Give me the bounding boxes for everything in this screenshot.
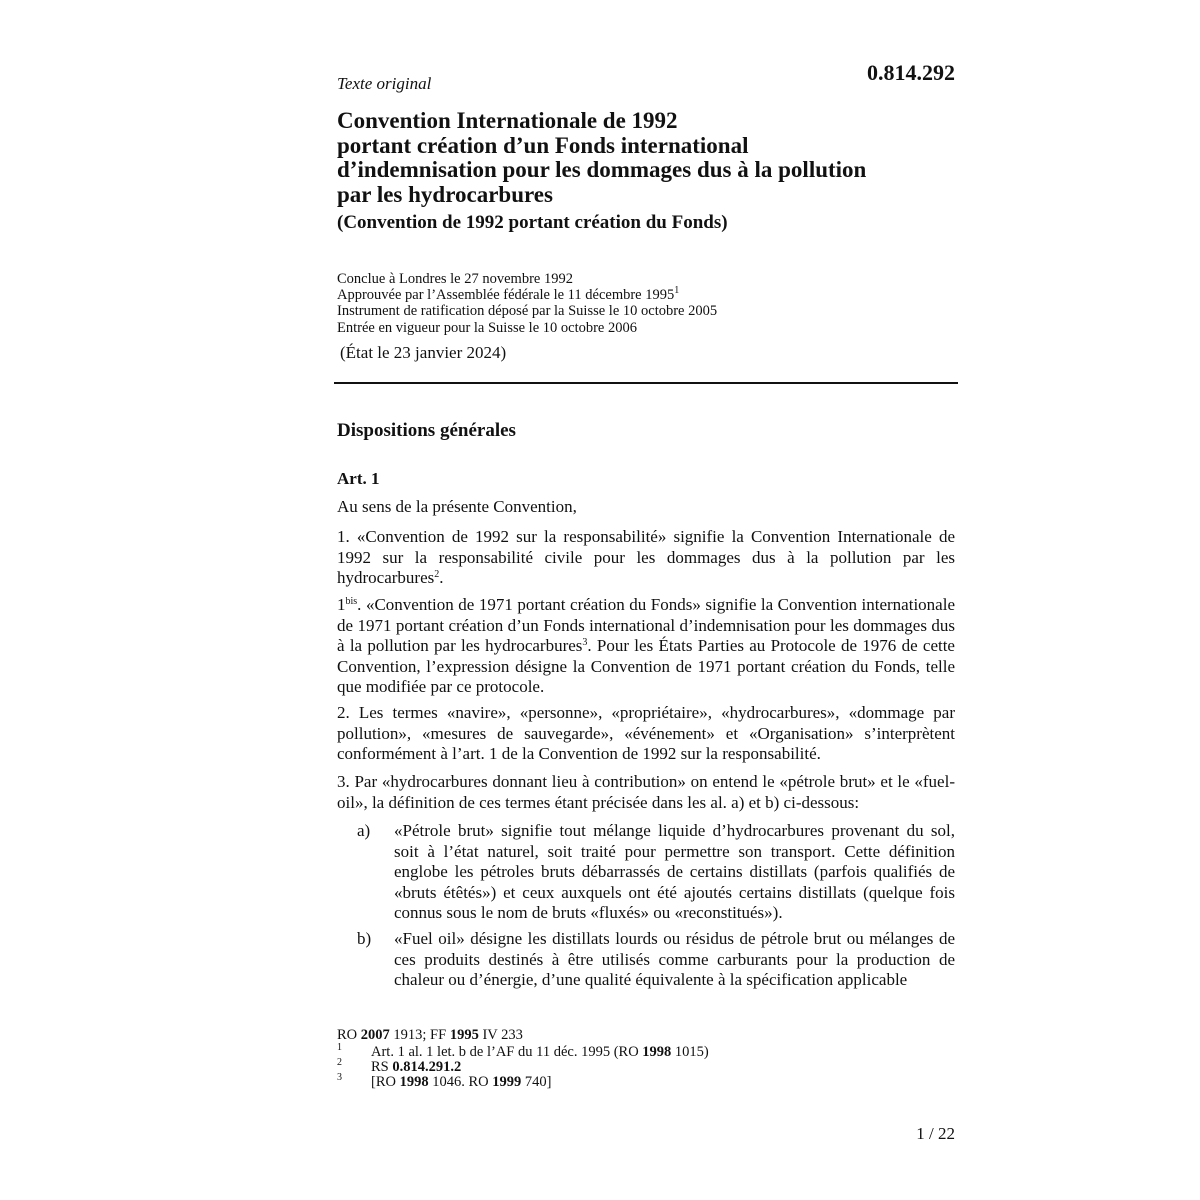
article-heading: Art. 1 xyxy=(337,469,380,488)
footnote-number: 2 xyxy=(337,1057,342,1068)
document-title xyxy=(337,109,866,207)
footnote-number: 3 xyxy=(337,1072,342,1083)
footnotes xyxy=(337,1027,709,1090)
section-heading: Dispositions générales xyxy=(337,420,516,441)
list-item-marker: a) xyxy=(357,821,371,840)
paragraph-1: 1. «Convention de 1992 sur la responsabilité» signifie la Convention Internationale de 1992 sur la responsabilité civile pour les dommages dus à la pollution par les hydrocarbures$^2$. xyxy=(337,527,955,587)
date-block xyxy=(337,271,717,336)
list-item-text: «Pétrole brut» signifie tout mélange liquide d’hydrocarbures provenant du sol, soit à l’état naturel, soit traité pour permettre son transport. Cette définition englobe les pétroles bruts débarrassés de certains distillats (parfois qualifiés de «bruts étêtés») et ceux auxquels ont été ajoutés certains distillats (quelque fois connus sous le nom de bruts «fluxés» ou «reconstitués»). xyxy=(394,821,955,922)
publication-reference: RO 2007 1913; FF 1995 IV 233 xyxy=(337,1027,523,1043)
page-number: 1 / 22 xyxy=(916,1124,955,1143)
title-line: portant création d’un Fonds international xyxy=(337,132,749,158)
list-item-text: «Fuel oil» désigne les distillats lourds ou résidus de pétrole brut ou mélanges de ces produits destinés à être utilisés comme carburants pour la production de chaleur ou d’énergie, d’une qualité équivalente à la spécification applicable xyxy=(394,929,955,989)
ratification-date: Instrument de ratification déposé par la Suisse le 10 octobre 2005 xyxy=(337,303,718,320)
title-line: par les hydrocarbures xyxy=(337,181,553,207)
document-subtitle: (Convention de 1992 portant création du Fonds) xyxy=(337,212,728,233)
status-date: (État le 23 janvier 2024) xyxy=(340,343,507,362)
paragraph-3: 3. Par «hydrocarbures donnant lieu à contribution» on entend le «pétrole brut» et le «fuel-oil», la définition de ces termes étant précisée dans les al. a) et b) ci-dessous: xyxy=(337,772,955,812)
paragraph-intro: Au sens de la présente Convention, xyxy=(337,497,577,516)
divider xyxy=(334,382,958,384)
concluded-date: Conclue à Londres le 27 novembre 1992 xyxy=(337,271,573,287)
title-line: Convention Internationale de 1992 xyxy=(337,108,678,133)
footnote-ref[interactable]: 3 xyxy=(582,637,588,648)
footnote-number: 1 xyxy=(337,1042,342,1053)
footnote: 3 [RO 1998 1046. RO 1999 740] xyxy=(337,1072,552,1090)
footnote: 1 Art. 1 al. 1 let. b de l’AF du 11 déc. 1995 (RO 1998 1015) xyxy=(337,1042,709,1060)
footnote: 2 RS 0.814.291.2 xyxy=(337,1057,462,1075)
paragraph-2: 2. Les termes «navire», «personne», «propriétaire», «hydrocarbures», «dommage par pollution», «mesures de sauvegarde», «événement» et «Organisation» s’interprètent conformément à l’art. 1 de la Convention de 1992 sur la responsabilité. xyxy=(337,703,955,763)
document-label: Texte original xyxy=(337,74,432,93)
footnote-ref[interactable]: 1 xyxy=(674,285,680,297)
footnote-ref[interactable]: 2 xyxy=(434,569,440,580)
title-line: d’indemnisation pour les dommages dus à la pollution xyxy=(337,157,867,182)
entry-date: Entrée en vigueur pour la Suisse le 10 octobre 2006 xyxy=(337,319,637,336)
paragraph-1bis: $1^{bis}$. «Convention de 1971 portant création du Fonds» signifie la Convention internationale de 1971 portant création d’un Fonds international d’indemnisation pour les dommages dus à la pollution par les hydrocarbures$^3$. Pour les États Parties au Protocole de 1976 de cette Convention, l’expression désigne la Convention de 1971 portant création du Fonds, telle que modifiée par ce protocole. xyxy=(337,595,955,696)
approved-date: Approuvée par l’Assemblée fédérale le 11 décembre 1995$^1$ xyxy=(337,285,680,304)
sr-number: 0.814.292 xyxy=(867,60,955,85)
list-item-marker: b) xyxy=(357,929,372,948)
sr-link[interactable]: 0.814.291.2 xyxy=(392,1059,462,1075)
